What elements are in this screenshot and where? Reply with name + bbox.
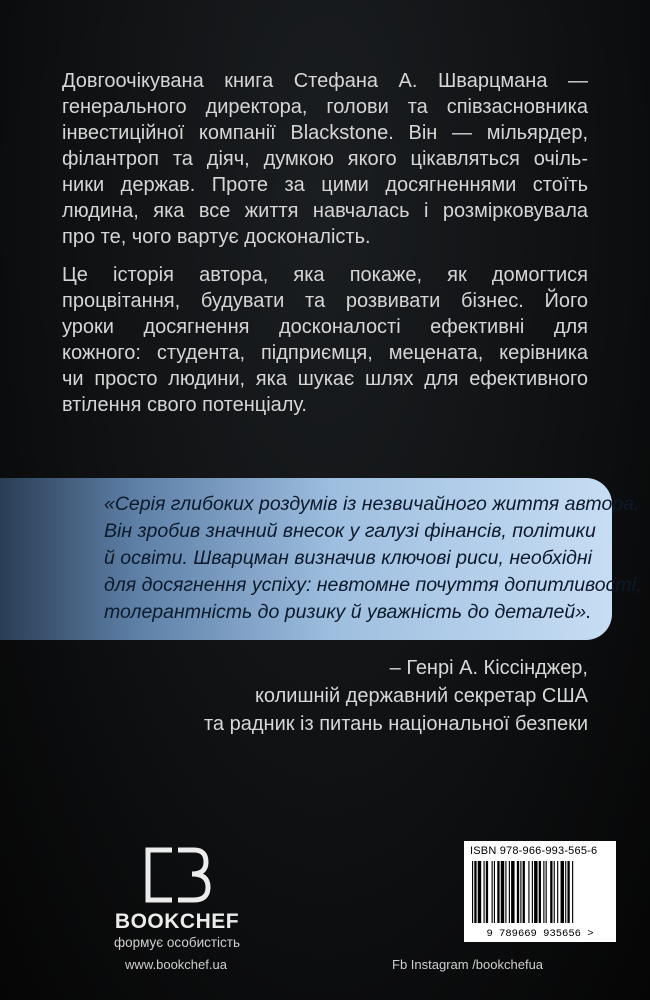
text-line: чи просто людини, яка шукає шлях для ефективного (62, 368, 588, 390)
text-line: інвестиційної компанії Blackstone. Він — мільярдер, (62, 122, 588, 144)
text-line: ники держав. Проте за цими досягненнями стоїть (62, 174, 588, 196)
description-paragraph-1 (62, 68, 588, 250)
text-line: кожного: студента, підприємця, мецената, керівника (62, 342, 588, 364)
text-line: Це історія автора, яка покаже, як домогтися (62, 264, 588, 286)
description-paragraph-2 (62, 262, 588, 418)
isbn-barcode (464, 841, 616, 942)
quote-band (0, 478, 642, 640)
quote-line: Він зробив значний внесок у галузі фінансів, політики (104, 520, 596, 542)
publisher-name: BOOKCHEF (114, 910, 240, 933)
text-line: Довгоочікувана книга Стефана А. Шварцмана — (62, 70, 588, 92)
quote-line: для досягнення успіху: невтомне почуття допитливості, (104, 574, 642, 596)
publisher-social: Fb Instagram /bookchefua (392, 957, 544, 972)
isbn-number: ISBN 978-966-993-565-6 (470, 845, 598, 857)
endorsement-quote (104, 491, 642, 626)
text-line: процвітання, будувати та розвивати бізнес. Його (62, 290, 588, 312)
quote-line: «Серія глибоких роздумів із незвичайного життя автора. (104, 493, 640, 515)
bookchef-logo-icon (142, 846, 212, 904)
text-line: генерального директора, голови та співзасновника (62, 96, 588, 118)
attribution-title: та радник із питань національної безпеки (204, 713, 588, 735)
barcode-digits: 9 789669 935656 > (486, 928, 594, 940)
quote-line: й освіти. Шварцман визначив ключові риси, необхідні (104, 547, 592, 569)
attribution-author: – Генрі А. Кіссінджер, (389, 657, 588, 679)
quote-line: толерантність до ризику й уважність до деталей». (104, 601, 592, 623)
attribution-title: колишній державний секретар США (254, 685, 588, 707)
publisher-website: www.bookchef.ua (125, 957, 227, 972)
text-line: людина, яка все життя навчалась і розмірковувала (62, 200, 588, 222)
barcode-bars (470, 861, 610, 923)
quote-attribution (204, 654, 588, 738)
text-line: філантроп та діяч, думкою якого цікавляться очіль- (62, 148, 588, 170)
text-line: уроки досягнення досконалості ефективні для (62, 316, 588, 338)
text-line: втілення свого потенціалу. (62, 394, 307, 416)
text-line: про те, чого вартує досконалість. (62, 226, 371, 248)
publisher-tagline: формує особистість (113, 935, 241, 950)
